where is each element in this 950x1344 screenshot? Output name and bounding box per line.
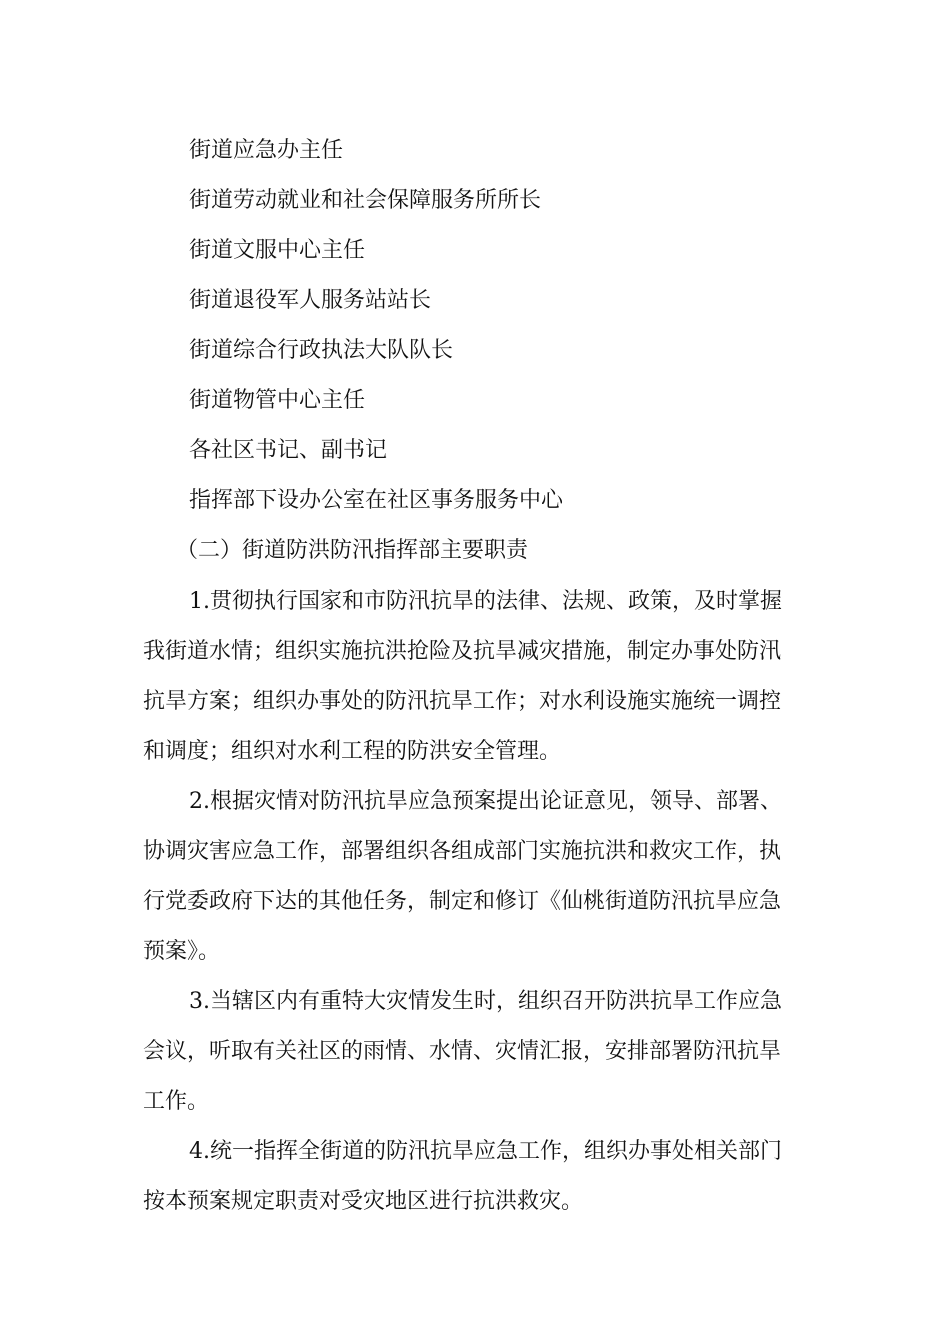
duty-4-line-1: 4.统一指挥全街道的防汛抗旱应急工作，组织办事处相关部门 [189, 1139, 782, 1164]
section-heading: （二）街道防洪防汛指挥部主要职责 [176, 538, 529, 563]
member-line: 街道劳动就业和社会保障服务所所长 [189, 188, 542, 213]
duty-3-line-1: 3.当辖区内有重特大灾情发生时，组织召开防洪抗旱工作应急 [189, 989, 782, 1014]
duty-1-line-3: 抗旱方案；组织办事处的防汛抗旱工作；对水利设施实施统一调控 [143, 689, 782, 714]
member-line: 街道退役军人服务站站长 [189, 288, 432, 313]
duty-2-line-1: 2.根据灾情对防汛抗旱应急预案提出论证意见，领导、部署、 [189, 789, 782, 814]
duty-1-line-4: 和调度；组织对水利工程的防洪安全管理。 [143, 739, 562, 764]
duty-4-line-2: 按本预案规定职责对受灾地区进行抗洪救灾。 [143, 1189, 584, 1214]
duty-3-line-2: 会议，听取有关社区的雨情、水情、灾情汇报，安排部署防汛抗旱 [143, 1039, 782, 1064]
duty-1-line-2: 我街道水情；组织实施抗洪抢险及抗旱减灾措施，制定办事处防汛 [143, 639, 782, 664]
duty-3-line-3: 工作。 [143, 1089, 210, 1114]
duty-1-line-1: 1.贯彻执行国家和市防汛抗旱的法律、法规、政策，及时掌握 [189, 589, 782, 614]
member-line: 街道综合行政执法大队队长 [189, 338, 454, 363]
member-line: 街道文服中心主任 [189, 238, 366, 263]
member-line: 街道应急办主任 [189, 138, 344, 163]
member-line: 各社区书记、副书记 [189, 438, 388, 463]
duty-2-line-3: 行党委政府下达的其他任务，制定和修订《仙桃街道防汛抗旱应急 [143, 889, 782, 914]
member-line: 街道物管中心主任 [189, 388, 366, 413]
duty-2-line-2: 协调灾害应急工作，部署组织各组成部门实施抗洪和救灾工作，执 [143, 839, 782, 864]
duty-2-line-4: 预案》。 [143, 939, 221, 964]
office-note: 指挥部下设办公室在社区事务服务中心 [189, 488, 564, 513]
